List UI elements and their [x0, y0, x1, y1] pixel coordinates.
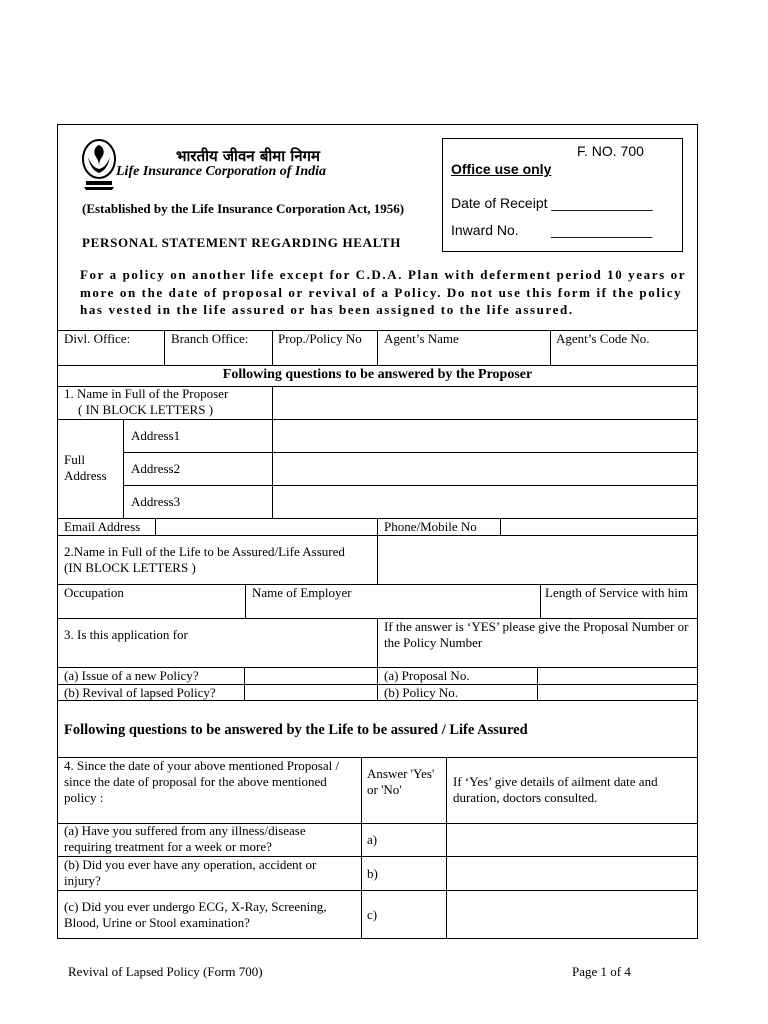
- page-number: Page 1 of 4: [572, 964, 631, 979]
- q4a-label: (a) Have you suffered from any illness/disease requiring treatment for a week or more?: [64, 823, 306, 854]
- divider: [272, 386, 273, 518]
- divl-office-label: Divl. Office:: [64, 331, 131, 346]
- q1-sublabel: ( IN BLOCK LETTERS ): [78, 402, 214, 417]
- logo-english-text: Life Insurance Corporation of India: [116, 164, 327, 179]
- address1-label: Address1: [131, 428, 181, 443]
- q1-label: 1. Name in Full of the Proposer: [64, 386, 229, 401]
- q4c-answer-field[interactable]: [380, 892, 444, 937]
- q4a-details-field[interactable]: [448, 825, 696, 855]
- agent-name-label: Agent’s Name: [384, 331, 459, 346]
- footer-form-name: Revival of Lapsed Policy (Form 700): [68, 964, 263, 979]
- form-number: F. NO. 700: [577, 143, 644, 159]
- address3-field[interactable]: [274, 487, 696, 517]
- agent-code-label: Agent’s Code No.: [556, 331, 650, 346]
- phone-label: Phone/Mobile No: [384, 519, 477, 534]
- office-use-title: Office use only: [451, 161, 552, 177]
- divider: [377, 518, 378, 584]
- divider: [57, 890, 698, 891]
- q4b-label: (b) Did you ever have any operation, accident or injury?: [64, 857, 317, 888]
- q3-label: 3. Is this application for: [64, 627, 188, 642]
- divider: [245, 584, 246, 618]
- answer-column-header: Answer 'Yes' or 'No': [367, 766, 435, 797]
- life-assured-heading: Following questions to be answered by the Life to be assured / Life Assured: [64, 722, 528, 738]
- inward-no-field[interactable]: _____________: [551, 222, 653, 238]
- branch-office-label: Branch Office:: [171, 331, 249, 346]
- q4-label: 4. Since the date of your above mentioned Proposal / since the date of proposal for the above mentioned policy :: [64, 758, 340, 805]
- divider: [272, 330, 273, 365]
- policy-no-label: (b) Policy No.: [384, 685, 459, 700]
- prop-policy-label: Prop./Policy No: [278, 331, 362, 346]
- proposal-no-label: (a) Proposal No.: [384, 668, 470, 683]
- divider: [123, 485, 698, 486]
- proposer-heading: Following questions to be answered by the Proposer: [222, 367, 533, 382]
- q4c-answer-label: c): [367, 907, 378, 922]
- intro-text: For a policy on another life except for C.D.A. Plan with deferment period 10 years or more on the date of proposal or revival of a Policy. Do not use this form if the policy has vested in the life assured or has been assigned to the life assured.: [80, 267, 686, 317]
- phone-field[interactable]: [502, 519, 696, 534]
- proposer-name-field[interactable]: [274, 388, 696, 417]
- q4a-answer-label: a): [367, 832, 378, 847]
- date-of-receipt-field[interactable]: Date of Receipt _____________: [451, 195, 653, 211]
- divider: [123, 452, 698, 453]
- inward-no-label: Inward No.: [451, 222, 519, 238]
- q2-label: 2.Name in Full of the Life to be Assured/Life Assured (IN BLOCK LETTERS ): [64, 544, 345, 575]
- email-label: Email Address: [64, 519, 141, 534]
- divider: [57, 419, 698, 420]
- q4b-answer-field[interactable]: [380, 858, 444, 889]
- life-assured-name-field[interactable]: [379, 537, 696, 583]
- occupation-label: Occupation: [64, 585, 124, 600]
- full-label: Full: [64, 452, 85, 467]
- revival-answer-field[interactable]: [246, 685, 376, 699]
- address2-field[interactable]: [274, 454, 696, 484]
- divider: [537, 667, 538, 700]
- email-field[interactable]: [157, 519, 376, 534]
- q3a-label: (a) Issue of a new Policy?: [64, 668, 199, 683]
- address-label: Address: [64, 468, 107, 483]
- q4c-details-field[interactable]: [448, 892, 696, 937]
- q4b-details-field[interactable]: [448, 858, 696, 889]
- divider: [446, 757, 447, 939]
- divider: [123, 419, 124, 518]
- address1-field[interactable]: [274, 421, 696, 451]
- divider: [361, 757, 362, 939]
- lic-logo-icon: [80, 137, 118, 193]
- divider: [155, 518, 156, 535]
- q4b-answer-label: b): [367, 866, 378, 881]
- divider: [550, 330, 551, 365]
- proposal-no-field[interactable]: [539, 668, 696, 683]
- divider: [500, 518, 501, 535]
- q3b-label: (b) Revival of lapsed Policy?: [64, 685, 216, 700]
- new-policy-answer-field[interactable]: [246, 668, 376, 683]
- service-length-label: Length of Service with him: [545, 585, 688, 600]
- divider: [164, 330, 165, 365]
- details-column-header: If ‘Yes’ give details of ailment date and duration, doctors consulted.: [453, 774, 658, 805]
- employer-label: Name of Employer: [252, 585, 352, 600]
- established-text: (Established by the Life Insurance Corporation Act, 1956): [82, 201, 405, 216]
- q3-yes-instruction: If the answer is ‘YES’ please give the Proposal Number or the Policy Number: [384, 619, 689, 650]
- logo-hindi-text: भारतीय जीवन बीमा निगम: [176, 147, 320, 165]
- divider: [377, 618, 378, 700]
- policy-no-field[interactable]: [539, 685, 696, 699]
- divider: [377, 330, 378, 365]
- divider: [540, 584, 541, 618]
- form-title: PERSONAL STATEMENT REGARDING HEALTH: [82, 235, 402, 250]
- divider: [57, 365, 698, 366]
- address2-label: Address2: [131, 461, 181, 476]
- q4a-answer-field[interactable]: [380, 825, 444, 855]
- address3-label: Address3: [131, 494, 181, 509]
- q4c-label: (c) Did you ever undergo ECG, X-Ray, Screening, Blood, Urine or Stool examination?: [64, 899, 327, 930]
- divider: [244, 667, 245, 700]
